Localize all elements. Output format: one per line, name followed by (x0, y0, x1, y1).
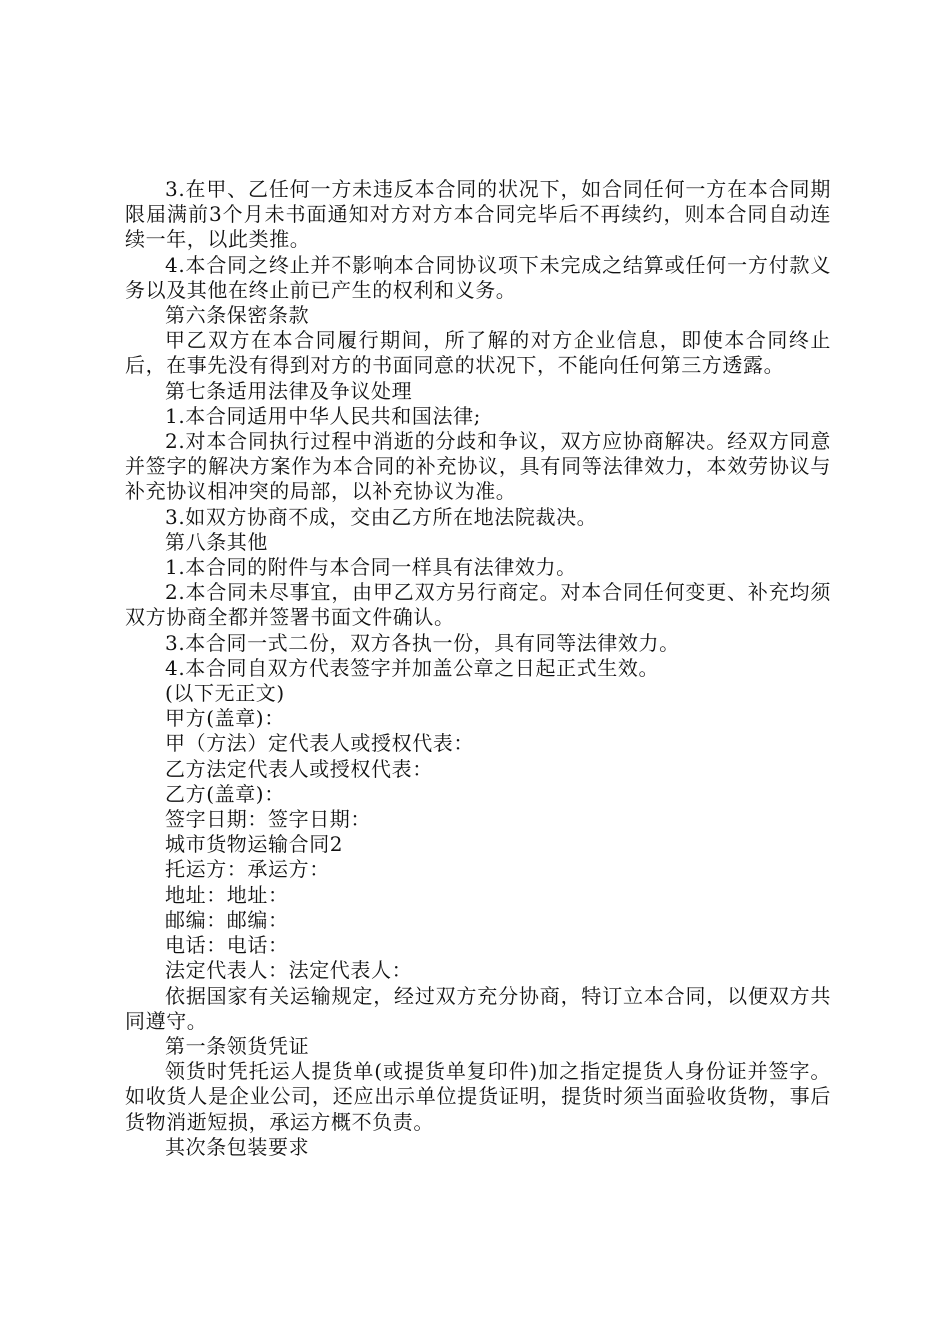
heading-article-2: 其次条包装要求 (165, 1134, 310, 1159)
paragraph-law-2: 2.对本合同执行过程中消逝的分歧和争议，双方应协商解决。经双方同意并签字的解决方案作为本合同的补充协议，具有同等法律效力，本效劳协议与补充协议相冲突的局部，以补充协议为准。 (125, 429, 831, 504)
signature-party-b-seal: 乙方(盖章)： (165, 781, 285, 806)
contract-2-preamble: 依据国家有关运输规定，经过双方充分协商，特订立本合同，以便双方共同遵守。 (125, 983, 831, 1033)
contract-2-parties: 托运方：承运方： (165, 857, 330, 882)
paragraph-term-3-renewal: 3.在甲、乙任何一方未违反本合同的状况下，如合同任何一方在本合同期限届满前3个月未书面通知对方对方本合同完毕后不再续约，则本合同自动连续一年，以此类推。 (125, 177, 831, 252)
heading-article-8: 第八条其他 (165, 529, 268, 554)
signature-party-b-representative: 乙方法定代表人或授权代表： (165, 756, 433, 781)
paragraph-law-1: 1.本合同适用中华人民共和国法律; (165, 403, 482, 428)
paragraph-term-4-termination: 4.本合同之终止并不影响本合同协议项下未完成之结算或任何一方付款义务以及其他在终止前已产生的权利和义务。 (125, 252, 831, 302)
heading-article-7: 第七条适用法律及争议处理 (165, 378, 413, 403)
paragraph-other-1: 1.本合同的附件与本合同一样具有法律效力。 (165, 555, 577, 580)
contract-2-address: 地址：地址： (165, 882, 289, 907)
contract-2-phone: 电话：电话： (165, 933, 289, 958)
contract-2-title: 城市货物运输合同2 (165, 832, 344, 857)
paragraph-pickup-voucher: 领货时凭托运人提货单(或提货单复印件)加之指定提货人身份证并签字。如收货人是企业公司，还应出示单位提货证明，提货时须当面验收货物，事后货物消逝短损，承运方概不负责。 (125, 1059, 831, 1134)
heading-article-6: 第六条保密条款 (165, 303, 310, 328)
signature-dates: 签字日期：签字日期： (165, 807, 371, 832)
paragraph-no-further-text: (以下无正文) (165, 681, 285, 706)
signature-party-a-representative: 甲（方法）定代表人或授权代表： (165, 731, 474, 756)
paragraph-other-3: 3.本合同一式二份，双方各执一份，具有同等法律效力。 (165, 630, 680, 655)
signature-party-a-seal: 甲方(盖章)： (165, 706, 285, 731)
paragraph-law-3: 3.如双方协商不成，交由乙方所在地法院裁决。 (165, 504, 598, 529)
paragraph-confidentiality: 甲乙双方在本合同履行期间，所了解的对方企业信息，即使本合同终止后，在事先没有得到对方的书面同意的状况下，不能向任何第三方透露。 (125, 328, 831, 378)
document-body (125, 177, 831, 1160)
paragraph-other-2: 2.本合同未尽事宜，由甲乙双方另行商定。对本合同任何变更、补充均须双方协商全都并签署书面文件确认。 (125, 580, 831, 630)
contract-2-postcode: 邮编：邮编： (165, 907, 289, 932)
paragraph-other-4: 4.本合同自双方代表签字并加盖公章之日起正式生效。 (165, 655, 660, 680)
contract-2-legal-representative: 法定代表人：法定代表人： (165, 958, 413, 983)
heading-article-1: 第一条领货凭证 (165, 1033, 310, 1058)
